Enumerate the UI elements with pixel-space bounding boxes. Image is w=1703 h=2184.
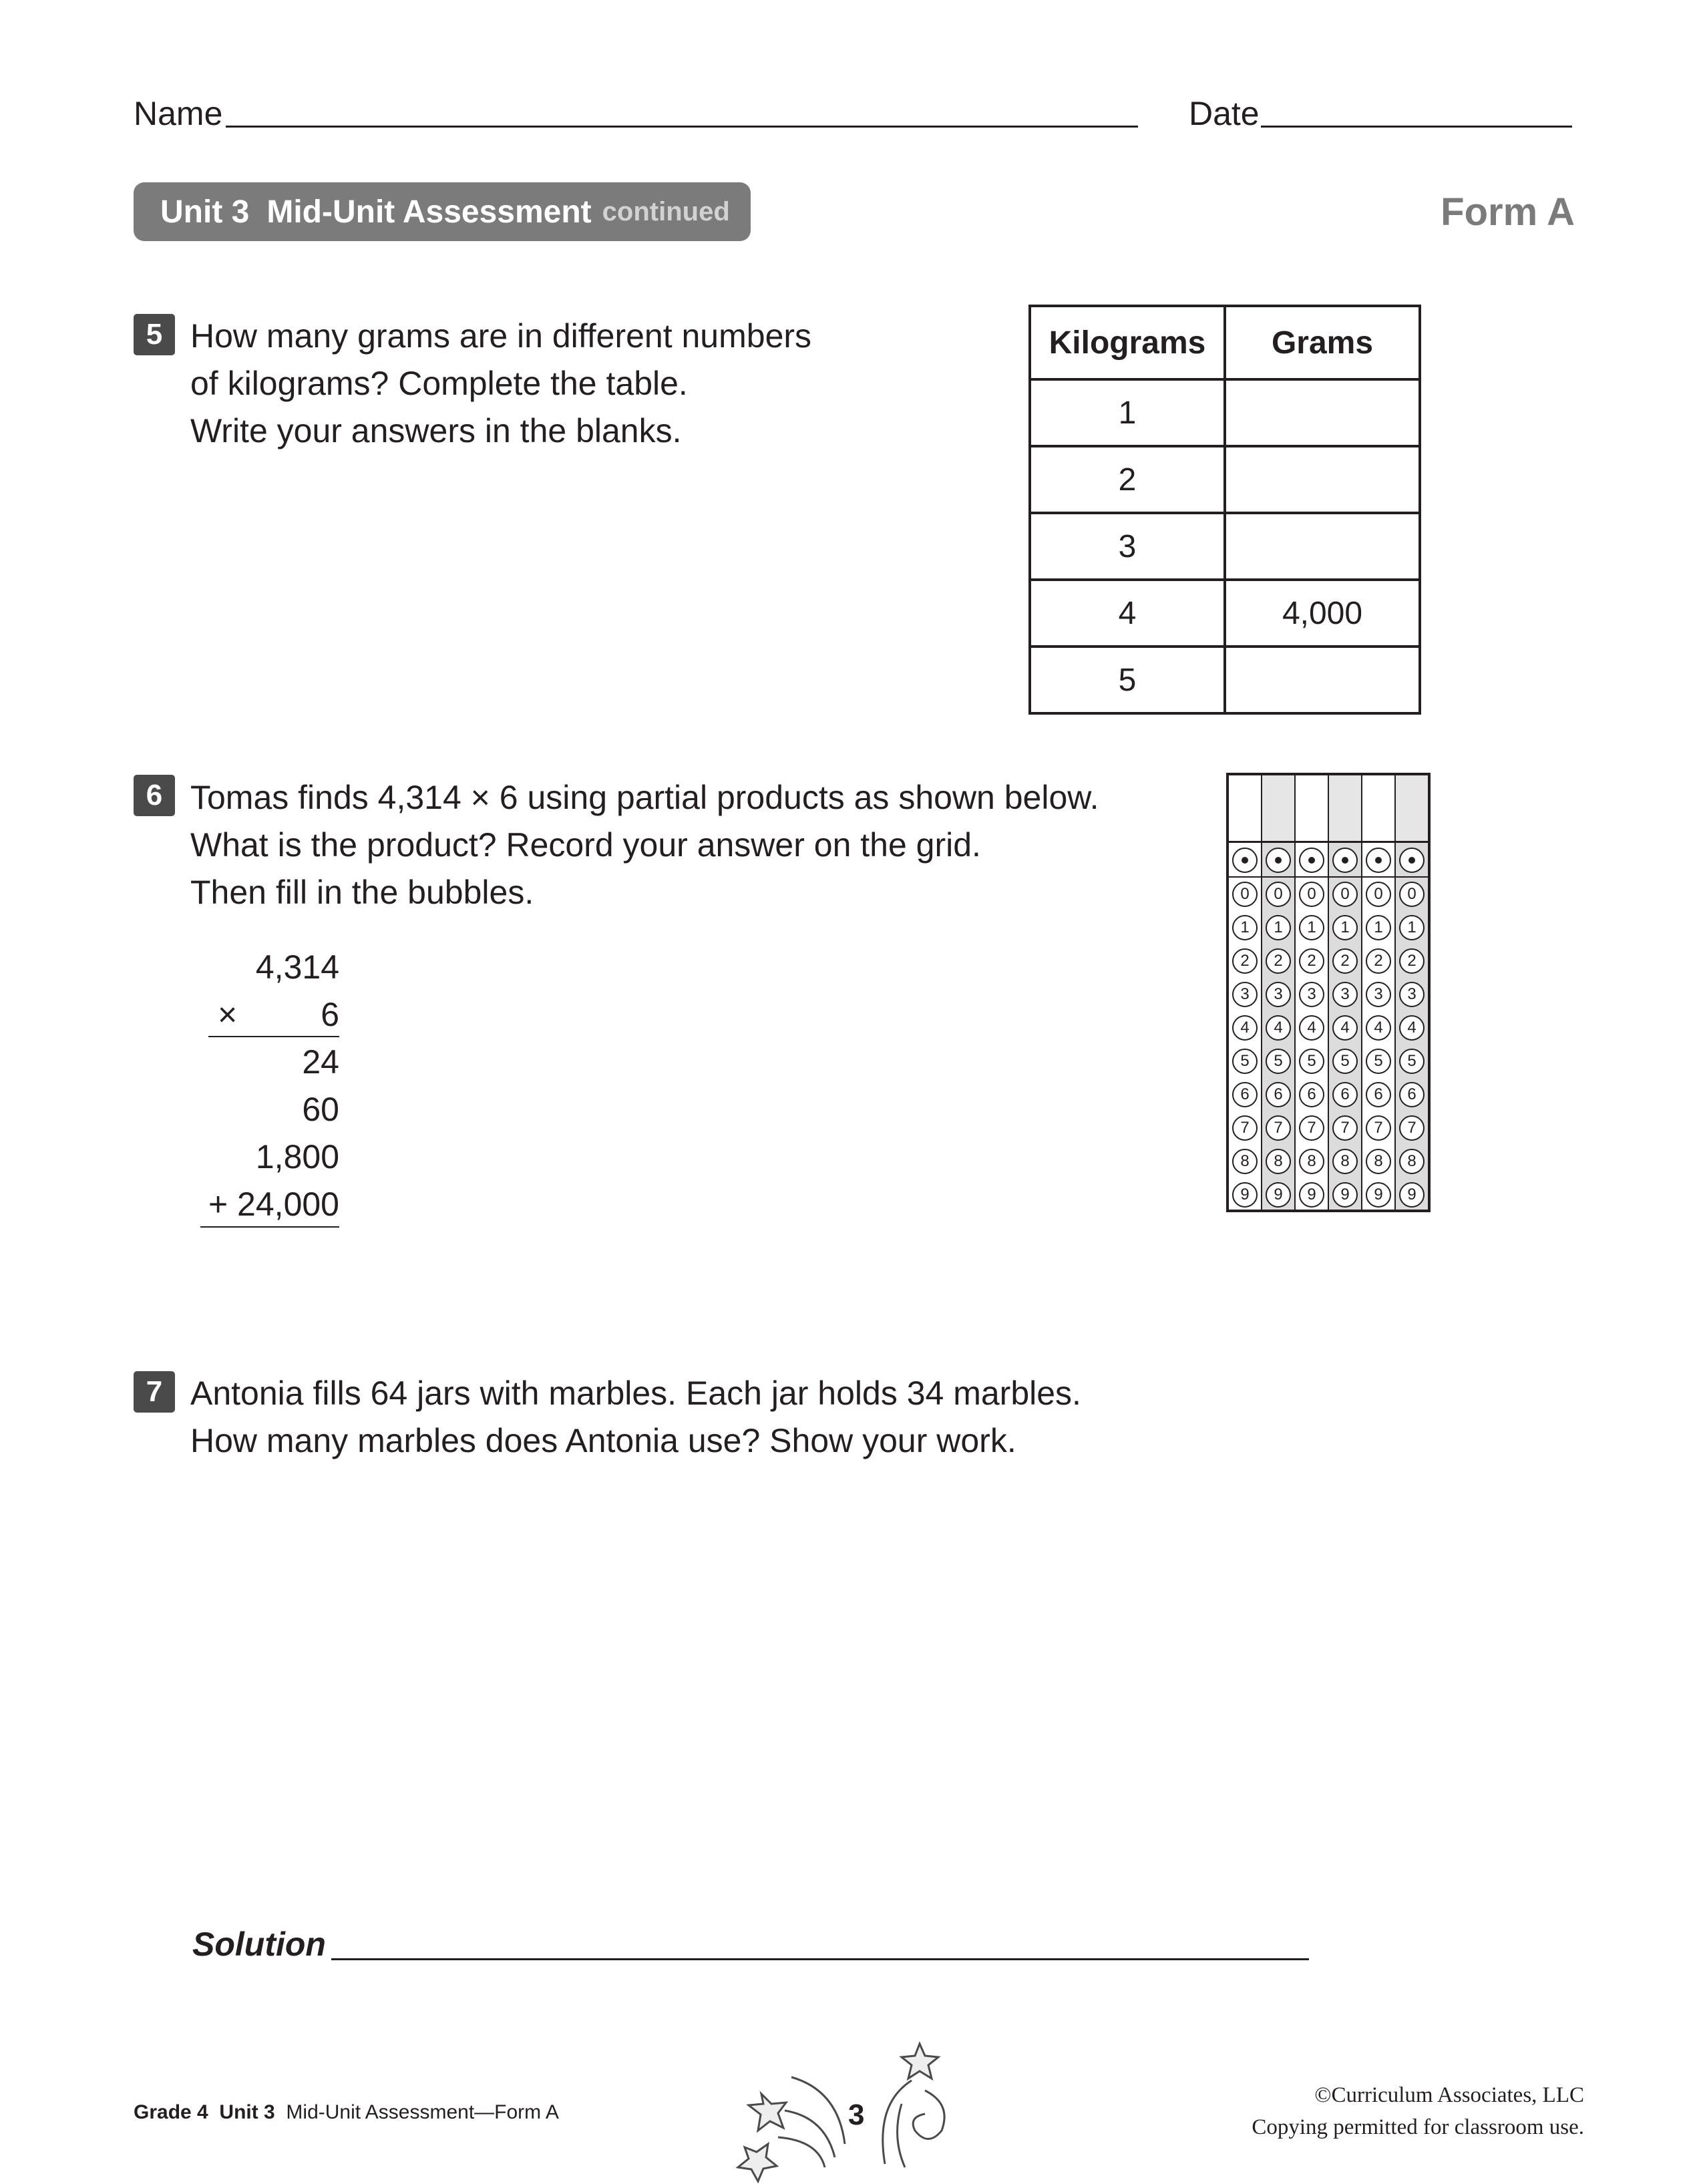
footer-copyright [1252, 2080, 1584, 2144]
digit-bubble[interactable]: 3 [1366, 982, 1391, 1007]
question-6-line-3: Then fill in the bubbles. [190, 874, 534, 911]
digit-bubble[interactable]: 0 [1366, 882, 1391, 907]
digit-bubble[interactable]: 9 [1366, 1182, 1391, 1208]
date-label: Date [1189, 95, 1260, 132]
grid-column [1328, 775, 1361, 1210]
digit-bubble[interactable]: 2 [1366, 948, 1391, 974]
digit-bubble[interactable]: 6 [1399, 1082, 1425, 1107]
grid-column [1361, 775, 1394, 1210]
digit-bubble[interactable]: 9 [1266, 1182, 1291, 1208]
footer-assessment: Mid-Unit Assessment—Form A [286, 2101, 559, 2123]
question-5-line-2: of kilograms? Complete the table. [190, 365, 688, 402]
digit-bubble[interactable]: 8 [1266, 1149, 1291, 1174]
digit-bubble[interactable]: 7 [1366, 1115, 1391, 1141]
grid-separator [1296, 873, 1328, 878]
question-5-number: 5 [134, 314, 175, 355]
decimal-point-bubble[interactable] [1332, 848, 1358, 873]
question-6-line-1: Tomas finds 4,314 × 6 using partial products as shown below. [190, 779, 1099, 816]
table-row [1030, 580, 1420, 647]
grams-answer-cell[interactable] [1225, 446, 1420, 513]
digit-bubble[interactable]: 1 [1332, 915, 1358, 940]
kilograms-cell: 2 [1030, 446, 1225, 513]
digit-bubble[interactable]: 8 [1299, 1149, 1324, 1174]
digit-bubble[interactable]: 2 [1232, 948, 1258, 974]
calc-divider [208, 1036, 339, 1037]
kilograms-cell: 4 [1030, 580, 1225, 647]
digit-bubble[interactable]: 8 [1399, 1149, 1425, 1174]
grid-column [1261, 775, 1294, 1210]
grams-answer-cell[interactable] [1225, 379, 1420, 446]
digit-bubble[interactable]: 1 [1266, 915, 1291, 940]
table-row [1030, 513, 1420, 580]
digit-bubble[interactable]: 1 [1366, 915, 1391, 940]
digit-bubble[interactable]: 5 [1366, 1049, 1391, 1074]
digit-bubble[interactable]: 9 [1399, 1182, 1425, 1208]
digit-bubble[interactable]: 5 [1332, 1049, 1358, 1074]
digit-bubble[interactable]: 1 [1399, 915, 1425, 940]
digit-bubble[interactable]: 7 [1332, 1115, 1358, 1141]
digit-bubble[interactable]: 1 [1299, 915, 1324, 940]
name-field[interactable] [226, 126, 1138, 128]
permission-text: Copying permitted for classroom use. [1252, 2115, 1584, 2139]
digit-bubble[interactable]: 0 [1232, 882, 1258, 907]
calc-line: × 6 [217, 996, 339, 1033]
digit-bubble[interactable]: 1 [1232, 915, 1258, 940]
grid-write-in-box[interactable] [1396, 775, 1428, 843]
digit-bubble[interactable]: 8 [1332, 1149, 1358, 1174]
digit-bubble[interactable]: 6 [1232, 1082, 1258, 1107]
decimal-point-bubble[interactable] [1299, 848, 1324, 873]
grid-separator [1329, 873, 1361, 878]
digit-bubble[interactable]: 2 [1299, 948, 1324, 974]
partial-products-calculation [187, 944, 339, 1228]
digit-bubble[interactable]: 5 [1266, 1049, 1291, 1074]
digit-bubble[interactable]: 8 [1366, 1149, 1391, 1174]
decimal-point-bubble[interactable] [1399, 848, 1425, 873]
footer-grade: Grade 4 [134, 2101, 208, 2123]
answer-grid [1226, 773, 1431, 1212]
digit-bubble[interactable]: 6 [1332, 1082, 1358, 1107]
date-field[interactable] [1261, 126, 1572, 128]
kilograms-cell: 3 [1030, 513, 1225, 580]
question-6-line-2: What is the product? Record your answer on the grid. [190, 826, 981, 864]
question-5-line-1: How many grams are in different numbers [190, 317, 812, 355]
digit-bubble[interactable]: 7 [1299, 1115, 1324, 1141]
footer-title [134, 2101, 559, 2124]
digit-bubble[interactable]: 9 [1299, 1182, 1324, 1208]
table-row [1030, 446, 1420, 513]
digit-bubble[interactable]: 2 [1332, 948, 1358, 974]
digit-bubble[interactable]: 0 [1399, 882, 1425, 907]
question-5-line-3: Write your answers in the blanks. [190, 412, 682, 449]
digit-bubble[interactable]: 0 [1299, 882, 1324, 907]
grid-column [1229, 775, 1261, 1210]
table-header-grams: Grams [1225, 306, 1420, 379]
calc-line: 60 [302, 1091, 339, 1128]
grid-separator [1362, 873, 1394, 878]
question-6-number: 6 [134, 775, 175, 816]
digit-bubble[interactable]: 6 [1299, 1082, 1324, 1107]
grid-separator [1229, 873, 1261, 878]
table-row [1030, 379, 1420, 446]
grid-column [1394, 775, 1428, 1210]
grams-cell: 4,000 [1225, 580, 1420, 647]
grams-answer-cell[interactable] [1225, 513, 1420, 580]
digit-bubble[interactable]: 4 [1299, 1015, 1324, 1041]
digit-bubble[interactable]: 9 [1232, 1182, 1258, 1208]
grid-column [1294, 775, 1328, 1210]
grid-write-in-box[interactable] [1229, 775, 1261, 843]
solution-field[interactable] [331, 1958, 1309, 1960]
calc-line: 4,314 [255, 948, 339, 986]
grams-answer-cell[interactable] [1225, 647, 1420, 713]
digit-bubble[interactable]: 3 [1332, 982, 1358, 1007]
digit-bubble[interactable]: 4 [1266, 1015, 1291, 1041]
digit-bubble[interactable]: 3 [1266, 982, 1291, 1007]
digit-bubble[interactable]: 3 [1399, 982, 1425, 1007]
digit-bubble[interactable]: 4 [1332, 1015, 1358, 1041]
unit-banner [134, 182, 751, 241]
digit-bubble[interactable]: 3 [1232, 982, 1258, 1007]
banner-unit: Unit 3 [160, 194, 250, 230]
solution-label: Solution [192, 1926, 326, 1963]
calc-line: 1,800 [255, 1138, 339, 1175]
digit-bubble[interactable]: 7 [1266, 1115, 1291, 1141]
grid-write-in-box[interactable] [1262, 775, 1294, 843]
table-header-kilograms: Kilograms [1030, 306, 1225, 379]
name-label: Name [134, 95, 223, 132]
calc-divider [200, 1226, 339, 1228]
kilograms-grams-table [1028, 305, 1421, 715]
digit-bubble[interactable]: 7 [1399, 1115, 1425, 1141]
digit-bubble[interactable]: 0 [1332, 882, 1358, 907]
grid-separator [1262, 873, 1294, 878]
question-7-line-2: How many marbles does Antonia use? Show your work. [190, 1422, 1016, 1459]
calc-line: + 24,000 [208, 1186, 339, 1223]
decimal-point-bubble[interactable] [1232, 848, 1258, 873]
digit-bubble[interactable]: 2 [1266, 948, 1291, 974]
grid-separator [1396, 873, 1428, 878]
digit-bubble[interactable]: 4 [1232, 1015, 1258, 1041]
decimal-point-bubble[interactable] [1366, 848, 1391, 873]
footer-unit: Unit 3 [219, 2101, 275, 2123]
decimal-point-bubble[interactable] [1266, 848, 1291, 873]
digit-bubble[interactable]: 5 [1299, 1049, 1324, 1074]
digit-bubble[interactable]: 5 [1399, 1049, 1425, 1074]
digit-bubble[interactable]: 9 [1332, 1182, 1358, 1208]
grid-write-in-box[interactable] [1362, 775, 1394, 843]
copyright-text: ©Curriculum Associates, LLC [1314, 2083, 1584, 2107]
digit-bubble[interactable]: 8 [1232, 1149, 1258, 1174]
grid-write-in-box[interactable] [1329, 775, 1361, 843]
question-7-line-1: Antonia fills 64 jars with marbles. Each jar holds 34 marbles. [190, 1375, 1081, 1412]
kilograms-cell: 1 [1030, 379, 1225, 446]
digit-bubble[interactable]: 7 [1232, 1115, 1258, 1141]
digit-bubble[interactable]: 6 [1366, 1082, 1391, 1107]
digit-bubble[interactable]: 0 [1266, 882, 1291, 907]
digit-bubble[interactable]: 4 [1366, 1015, 1391, 1041]
digit-bubble[interactable]: 2 [1399, 948, 1425, 974]
digit-bubble[interactable]: 6 [1266, 1082, 1291, 1107]
form-label: Form A [1441, 190, 1575, 234]
calc-line: 24 [302, 1043, 339, 1081]
digit-bubble[interactable]: 3 [1299, 982, 1324, 1007]
digit-bubble[interactable]: 5 [1232, 1049, 1258, 1074]
question-7-number: 7 [134, 1371, 175, 1413]
banner-title: Mid-Unit Assessment [266, 194, 592, 230]
banner-continued: continued [602, 196, 730, 226]
table-row [1030, 647, 1420, 713]
page-number: 3 [848, 2099, 865, 2131]
kilograms-cell: 5 [1030, 647, 1225, 713]
grid-write-in-box[interactable] [1296, 775, 1328, 843]
digit-bubble[interactable]: 4 [1399, 1015, 1425, 1041]
